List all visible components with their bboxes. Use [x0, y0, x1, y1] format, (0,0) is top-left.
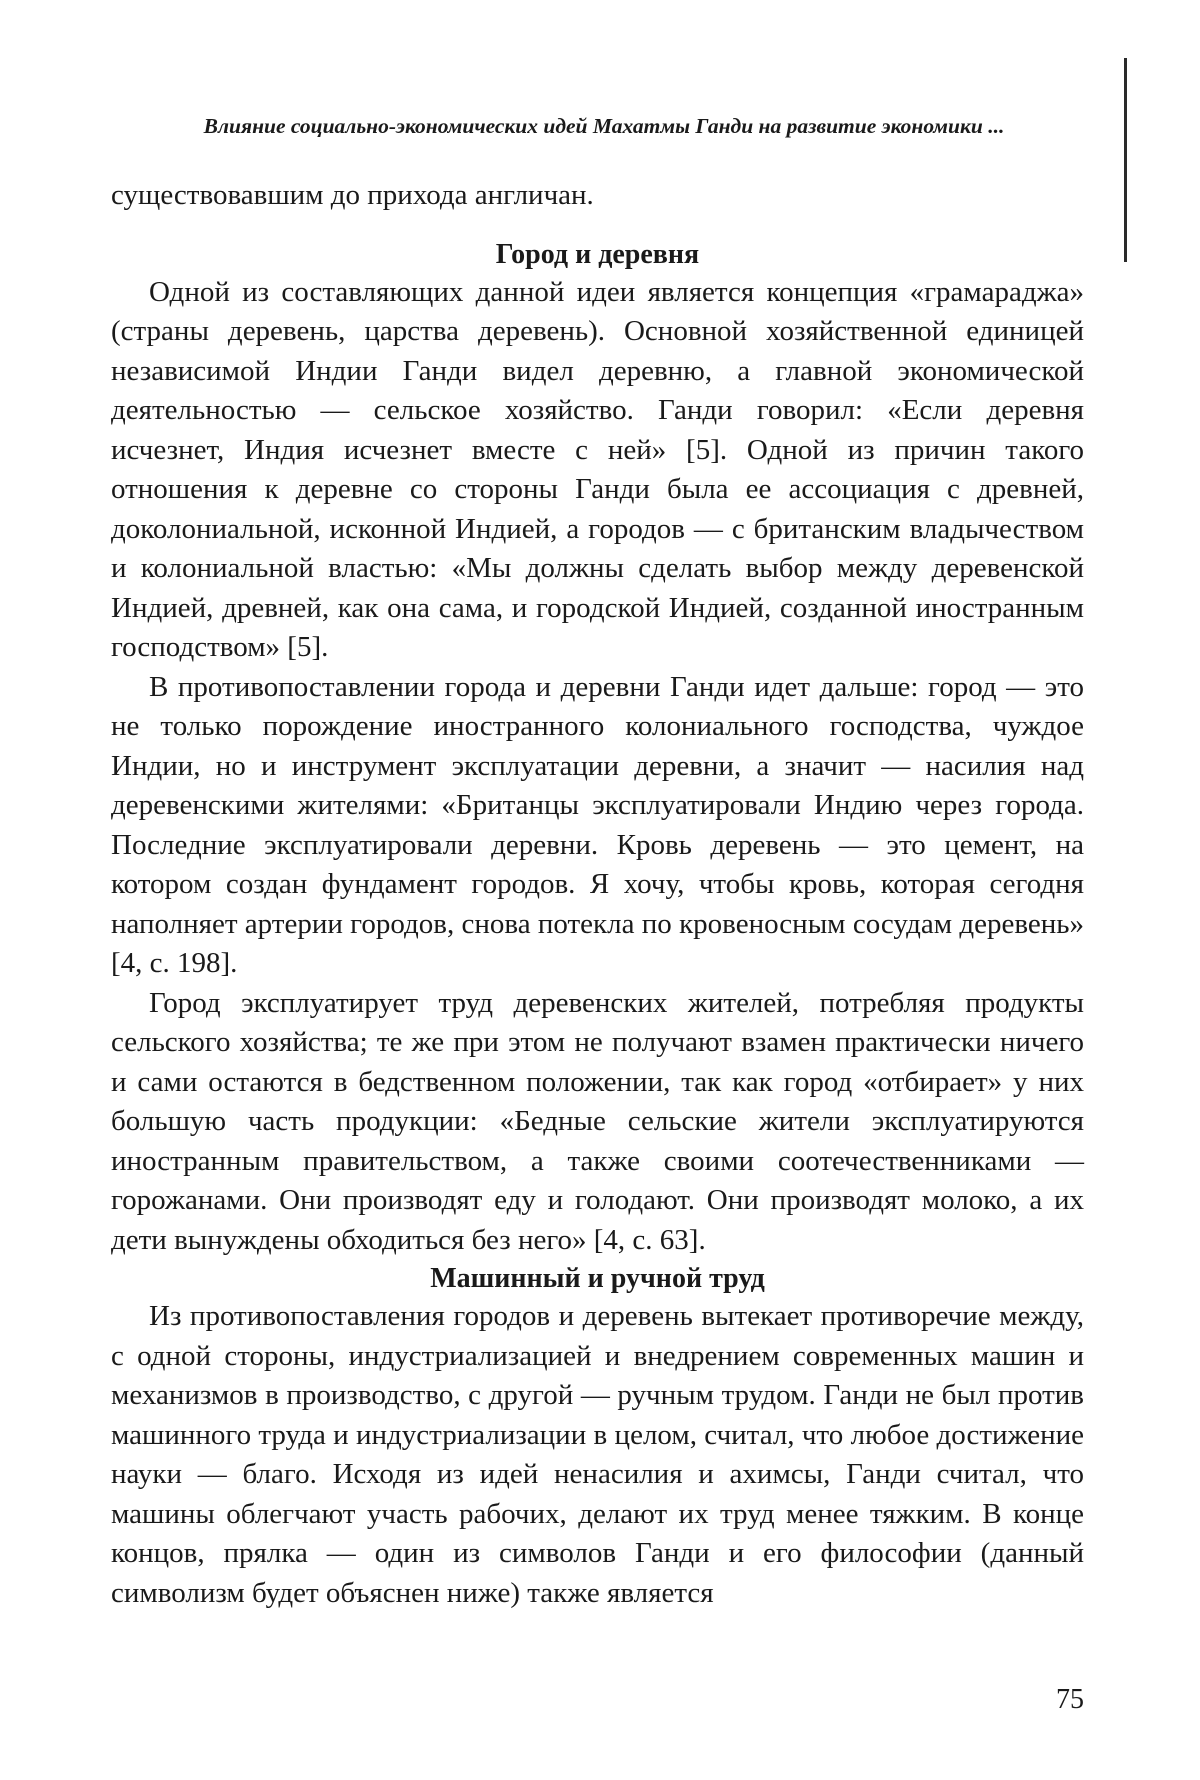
section-heading-city-village: Город и деревня [111, 236, 1084, 273]
paragraph: Одной из составляющих данной идеи является концепция «грамараджа» (страны деревень, царства деревень). Основной хозяйственной единицей независимой Индии Ганди видел деревню, а главной экономической деятельностью — сельское хозяйство. Ганди говорил: «Если деревня исчезнет, Индия исчезнет вместе с ней» [5]. Одной из причин такого отношения к деревне со стороны Ганди была ее ассоциация с древней, доколониальной, исконной Индией, а городов — с британским владычеством и колониальной властью: «Мы должны сделать выбор между деревенской Индией, древней, как она сама, и городской Индией, созданной иностранным господством» [5]. [111, 273, 1084, 668]
margin-rule [1124, 58, 1127, 262]
paragraph: В противопоставлении города и деревни Ганди идет дальше: город — это не только порождение иностранного колониального господства, чуждое Индии, но и инструмент эксплуатации деревни, а значит — насилия над деревенскими жителями: «Британцы эксплуатировали Индию через города. Последние эксплуатировали деревни. Кровь деревень — это цемент, на котором создан фундамент городов. Я хочу, чтобы кровь, которая сегодня наполняет артерии городов, снова потекла по кровеносным сосудам деревень» [4, с. 198]. [111, 668, 1084, 984]
continuation-paragraph: существовавшим до прихода англичан. [111, 176, 1084, 216]
body-text [111, 176, 1084, 1613]
paragraph: Из противопоставления городов и деревень вытекает противоречие между, с одной стороны, индустриализацией и внедрением современных машин и механизмов в производство, с другой — ручным трудом. Ганди не был против машинного труда и индустриализации в целом, считал, что любое достижение науки — благо. Исходя из идей ненасилия и ахимсы, Ганди считал, что машины облегчают участь рабочих, делают их труд менее тяжким. В конце концов, прялка — один из символов Ганди и его философии (данный символизм будет объяснен ниже) также является [111, 1297, 1084, 1613]
running-head: Влияние социально-экономических идей Махатмы Ганди на развитие экономики ... [120, 113, 1088, 139]
page-number: 75 [1056, 1684, 1084, 1716]
paragraph: Город эксплуатирует труд деревенских жителей, потребляя продукты сельского хозяйства; те же при этом не получают взамен практически ничего и сами остаются в бедственном положении, так как город «отбирает» у них большую часть продукции: «Бедные сельские жители эксплуатируются иностранным правительством, а также своими соотечественниками — горожанами. Они производят еду и голодают. Они производят молоко, а их дети вынуждены обходиться без него» [4, с. 63]. [111, 984, 1084, 1261]
section-heading-machine-manual-labor: Машинный и ручной труд [111, 1260, 1084, 1297]
